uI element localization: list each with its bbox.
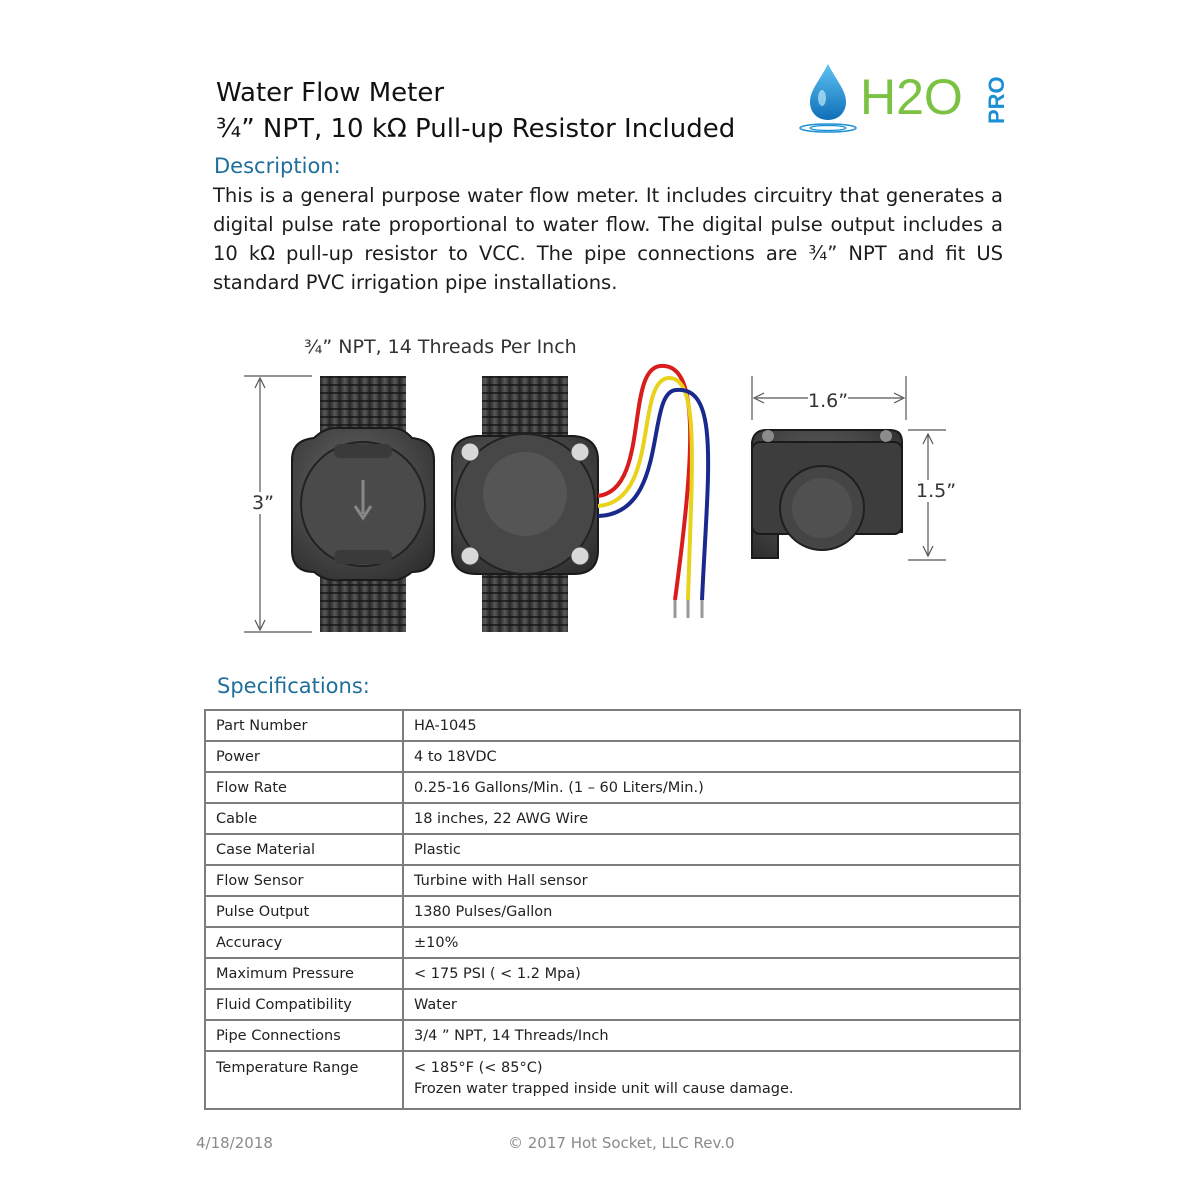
- flow-meter-sensor-view: [452, 376, 598, 632]
- spec-key: Flow Sensor: [205, 865, 403, 896]
- spec-key: Cable: [205, 803, 403, 834]
- spec-row: [205, 865, 1020, 896]
- spec-key: Case Material: [205, 834, 403, 865]
- spec-value-text: 1380 Pulses/Gallon: [414, 903, 553, 920]
- description-text: This is a general purpose water flow meter. It includes circuitry that generates a digital pulse rate proportional to water flow. The digital pulse output includes a 10 kΩ pull-up resistor to VCC. The pipe connections are ¾” NPT and fit US standard PVC irrigation pipe installations.: [213, 184, 1003, 294]
- width-label: 1.6”: [808, 390, 849, 412]
- spec-value-text: Water: [414, 996, 457, 1013]
- specifications-table: [204, 709, 1021, 1110]
- flow-meter-top-view: [752, 430, 902, 558]
- spec-row: [205, 958, 1020, 989]
- spec-row: [205, 1020, 1020, 1051]
- spec-value-text: Turbine with Hall sensor: [414, 872, 588, 889]
- spec-value-text: HA-1045: [414, 717, 477, 734]
- spec-value: [403, 958, 1020, 989]
- height-label: 3”: [252, 492, 274, 514]
- spec-key: Pipe Connections: [205, 1020, 403, 1051]
- spec-value-text: < 175 PSI ( < 1.2 Mpa): [414, 965, 581, 982]
- spec-value: [403, 710, 1020, 741]
- spec-row: [205, 710, 1020, 741]
- flow-meter-illustration: [230, 330, 970, 640]
- spec-row: [205, 1051, 1020, 1109]
- logo-sub-text: PRO: [984, 76, 1009, 124]
- water-drop-icon: [796, 58, 1016, 138]
- spec-key: Flow Rate: [205, 772, 403, 803]
- spec-key: Part Number: [205, 710, 403, 741]
- spec-row: [205, 896, 1020, 927]
- depth-label: 1.5”: [916, 480, 957, 502]
- spec-value: [403, 927, 1020, 958]
- spec-row: [205, 803, 1020, 834]
- spec-value: [403, 803, 1020, 834]
- spec-key: Accuracy: [205, 927, 403, 958]
- spec-value: [403, 896, 1020, 927]
- flow-meter-front-view: [292, 376, 434, 632]
- spec-value-text: < 185°F (< 85°C): [414, 1060, 543, 1076]
- description-heading: Description:: [214, 154, 341, 178]
- spec-value: [403, 1020, 1020, 1051]
- document-title: Water Flow Meter: [216, 78, 445, 108]
- spec-value: [403, 741, 1020, 772]
- spec-value-text: 3/4 ” NPT, 14 Threads/Inch: [414, 1027, 609, 1044]
- sensor-wires: [598, 366, 708, 600]
- spec-value-note: Frozen water trapped inside unit will cause damage.: [414, 1081, 794, 1097]
- spec-value: [403, 1051, 1020, 1109]
- spec-value-text: 0.25-16 Gallons/Min. (1 – 60 Liters/Min.): [414, 779, 704, 796]
- spec-row: [205, 927, 1020, 958]
- spec-value-text: 4 to 18VDC: [414, 748, 497, 765]
- spec-row: [205, 741, 1020, 772]
- spec-value-text: ±10%: [414, 934, 459, 951]
- document-subtitle: ¾” NPT, 10 kΩ Pull-up Resistor Included: [216, 114, 736, 144]
- footer-copyright: © 2017 Hot Socket, LLC Rev.0: [508, 1134, 735, 1152]
- spec-key: Pulse Output: [205, 896, 403, 927]
- spec-row: [205, 772, 1020, 803]
- spec-value: [403, 834, 1020, 865]
- h2o-pro-logo: [796, 58, 1016, 138]
- spec-key: Maximum Pressure: [205, 958, 403, 989]
- spec-key: Fluid Compatibility: [205, 989, 403, 1020]
- spec-key: Power: [205, 741, 403, 772]
- logo-brand-text: H2O: [860, 69, 963, 125]
- specifications-heading: Specifications:: [217, 674, 370, 698]
- spec-value: [403, 865, 1020, 896]
- spec-value: [403, 989, 1020, 1020]
- spec-row: [205, 989, 1020, 1020]
- spec-row: [205, 834, 1020, 865]
- footer-date: 4/18/2018: [196, 1134, 273, 1152]
- spec-value-text: Plastic: [414, 841, 461, 858]
- thread-spec-label: ¾” NPT, 14 Threads Per Inch: [304, 336, 577, 358]
- spec-key: Temperature Range: [205, 1051, 403, 1109]
- flow-meter-diagram: [230, 330, 970, 640]
- spec-value-text: 18 inches, 22 AWG Wire: [414, 810, 589, 827]
- spec-value: [403, 772, 1020, 803]
